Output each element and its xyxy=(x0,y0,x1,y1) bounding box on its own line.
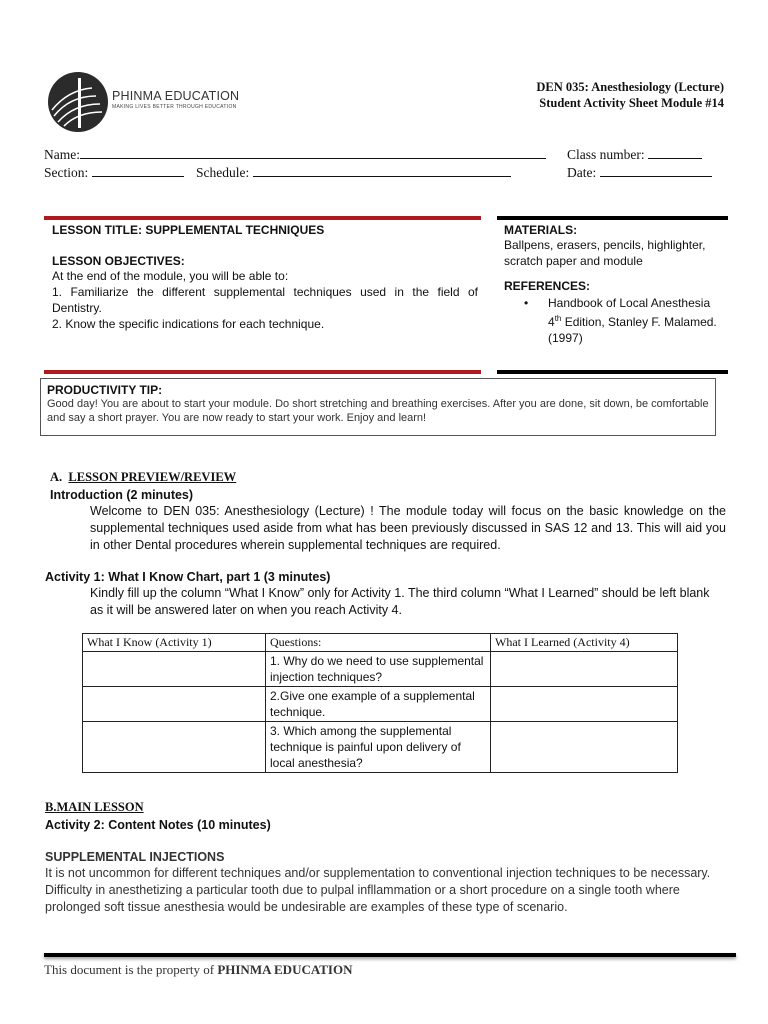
section-a-title: LESSON PREVIEW/REVIEW xyxy=(68,470,237,484)
learned-answer-cell-2[interactable] xyxy=(491,687,678,722)
table-row xyxy=(83,722,678,773)
section-line[interactable] xyxy=(92,164,184,177)
references-heading: REFERENCES: xyxy=(504,279,591,293)
table-header-row xyxy=(83,634,678,652)
question-cell-1: 1. Why do we need to use supplemental injection techniques? xyxy=(266,652,491,687)
supplemental-injections-heading: SUPPLEMENTAL INJECTIONS xyxy=(45,850,225,864)
column-header-know: What I Know (Activity 1) xyxy=(83,634,266,652)
footer-text xyxy=(44,962,353,978)
table-row xyxy=(83,652,678,687)
course-header xyxy=(536,79,724,111)
supplemental-injections-text: It is not uncommon for different techniques and/or supplementation to conventional injection techniques to be necessary. Difficulty in anesthetizing a particular tooth due to pulpal infllammation or a short procedure on a single tooth where prolonged soft tissue anesthesia would be undesirable are examples of these type of scenario. xyxy=(45,866,711,914)
objective-1: 1. Familiarize the different supplemental techniques used in the field of Dentistry. xyxy=(52,285,478,315)
lesson-top-bar xyxy=(44,216,481,220)
intro-text: Welcome to DEN 035: Anesthesiology (Lecture) ! The module today will focus on the basic knowledge on the supplemental techniques used aside from what has been previously discussed in SAS 12 and 13. This will aid you in other Dental procedures wherein supplemental techniques are required. xyxy=(90,504,726,552)
intro-heading: Introduction (2 minutes) xyxy=(50,488,194,502)
reference-superscript: th xyxy=(554,314,562,323)
name-label: Name: xyxy=(44,147,80,162)
schedule-label: Schedule: xyxy=(196,165,250,180)
footer-rule xyxy=(44,953,736,957)
reference-text-a: Handbook of Local Anesthesia 4 xyxy=(548,296,711,329)
materials-heading: MATERIALS: xyxy=(504,223,578,237)
schedule-line[interactable] xyxy=(253,164,511,177)
section-field[interactable] xyxy=(44,164,184,181)
table-row xyxy=(83,687,678,722)
class-number-line[interactable] xyxy=(648,146,702,159)
materials-top-bar xyxy=(497,216,728,220)
section-a-letter: A. xyxy=(50,470,63,484)
column-header-learned: What I Learned (Activity 4) xyxy=(491,634,678,652)
schedule-field[interactable] xyxy=(196,164,511,181)
date-field[interactable] xyxy=(567,164,712,181)
sheet-title: Student Activity Sheet Module #14 xyxy=(539,96,724,110)
brand-tagline: MAKING LIVES BETTER THROUGH EDUCATION xyxy=(112,104,237,110)
question-cell-2: 2.Give one example of a supplemental technique. xyxy=(266,687,491,722)
name-line[interactable] xyxy=(80,146,546,159)
section-label: Section: xyxy=(44,165,89,180)
learned-answer-cell-3[interactable] xyxy=(491,722,678,773)
course-title: DEN 035: Anesthesiology (Lecture) xyxy=(536,80,724,94)
class-number-field[interactable] xyxy=(567,146,702,163)
name-field[interactable] xyxy=(44,146,546,163)
footer-text-b: PHINMA EDUCATION xyxy=(217,962,353,977)
know-answer-cell-2[interactable] xyxy=(83,687,266,722)
reference-item-1 xyxy=(504,295,724,346)
lesson-title: LESSON TITLE: SUPPLEMENTAL TECHNIQUES xyxy=(52,223,325,237)
materials-bottom-bar xyxy=(497,370,728,374)
objectives-intro: At the end of the module, you will be able to: xyxy=(52,269,289,283)
objectives-heading: LESSON OBJECTIVES: xyxy=(52,254,185,268)
materials-panel xyxy=(504,223,724,346)
know-answer-cell-1[interactable] xyxy=(83,652,266,687)
reference-text-b: Edition, Stanley F. Malamed. (1997) xyxy=(548,315,717,345)
brand-name: PHINMA EDUCATION xyxy=(112,89,240,103)
activity1-text: Kindly fill up the column “What I Know” only for Activity 1. The third column “What I Learned” should be left blank as it will be answered later on when you reach Activity 4. xyxy=(90,586,710,617)
question-cell-3: 3. Which among the supplemental technique is painful upon delivery of local anesthesia? xyxy=(266,722,491,773)
materials-text: Ballpens, erasers, pencils, highlighter, scratch paper and module xyxy=(504,238,706,268)
lesson-bottom-bar xyxy=(44,370,481,374)
logo-emblem-icon xyxy=(48,70,112,134)
column-header-questions: Questions: xyxy=(266,634,491,652)
class-number-label: Class number: xyxy=(567,147,645,162)
section-b-heading: B.MAIN LESSON xyxy=(45,800,144,814)
what-i-know-table xyxy=(82,633,678,773)
activity2-heading: Activity 2: Content Notes (10 minutes) xyxy=(45,818,271,832)
lesson-panel xyxy=(52,223,478,332)
section-a-heading xyxy=(50,470,236,485)
tip-heading: PRODUCTIVITY TIP: xyxy=(47,383,163,397)
date-label: Date: xyxy=(567,165,597,180)
bullet-icon: • xyxy=(524,296,529,310)
tip-text: Good day! You are about to start your module. Do short stretching and breathing exercises. After you are done, sit down, be comfortable and say a short prayer. You are now ready to start your work. Enjoy and learn! xyxy=(47,398,709,424)
activity1-heading: Activity 1: What I Know Chart, part 1 (3 minutes) xyxy=(45,570,331,584)
date-line[interactable] xyxy=(600,164,712,177)
footer-text-a: This document is the property of xyxy=(44,962,218,977)
learned-answer-cell-1[interactable] xyxy=(491,652,678,687)
productivity-tip-box xyxy=(40,378,716,436)
objective-2: 2. Know the specific indications for each technique. xyxy=(52,317,325,331)
know-answer-cell-3[interactable] xyxy=(83,722,266,773)
